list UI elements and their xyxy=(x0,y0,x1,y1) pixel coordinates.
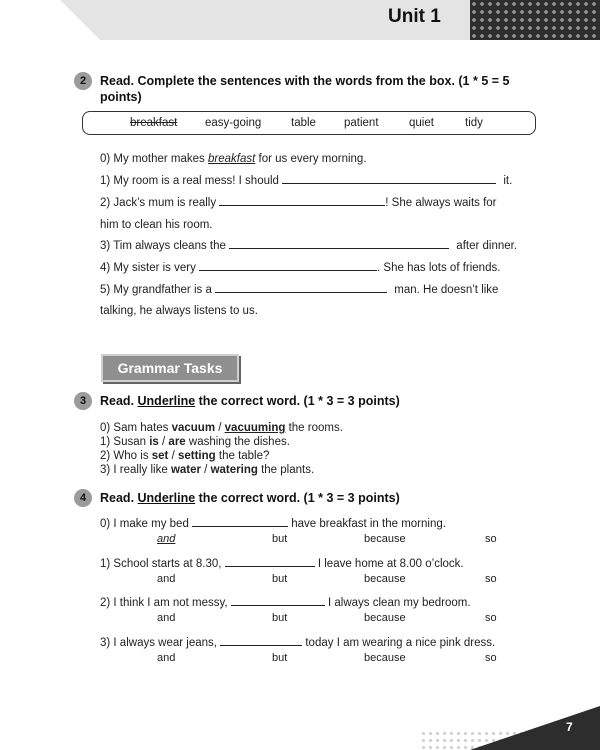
grammar-tasks-heading: Grammar Tasks xyxy=(101,354,239,382)
sentence-5-cont: talking, he always listens to us. xyxy=(100,305,258,317)
option-and[interactable]: and xyxy=(157,612,176,624)
answer-blank[interactable] xyxy=(199,261,377,271)
choice-option[interactable]: vacuum xyxy=(171,422,216,434)
choice-option[interactable]: is xyxy=(149,436,159,448)
sentence-4: 4) My sister is very . She has lots of friends. xyxy=(100,262,501,274)
question-2: 2) I think I am not messy, I always clean my bedroom. xyxy=(100,597,471,609)
option-so[interactable]: so xyxy=(485,573,497,585)
choice-line-0: 0) Sam hates vacuum / vacuuming the rooms. xyxy=(100,422,343,434)
sentence-3: 3) Tim always cleans the after dinner. xyxy=(100,240,518,252)
word-box-item: table xyxy=(291,117,316,129)
word-box-item: patient xyxy=(344,117,379,129)
option-because[interactable]: because xyxy=(364,612,406,624)
question-1: 1) School starts at 8.30, I leave home at 8.00 o’clock. xyxy=(100,558,464,570)
task3-instruction: Read. Underline the correct word. (1 * 3 = 3 points) xyxy=(100,394,400,408)
option-so[interactable]: so xyxy=(485,652,497,664)
task2-instruction xyxy=(100,73,509,105)
choice-option[interactable]: watering xyxy=(210,464,258,476)
answer-blank[interactable] xyxy=(219,196,385,206)
option-but[interactable]: but xyxy=(272,573,288,585)
option-because[interactable]: because xyxy=(364,652,406,664)
word-box-item: breakfast xyxy=(130,117,178,129)
choice-line-1: 1) Susan is / are washing the dishes. xyxy=(100,436,290,448)
task2-instruction-line1: Read. Complete the sentences with the words from the box. (1 * 5 = 5 xyxy=(100,74,510,88)
page-number: 7 xyxy=(566,720,573,734)
choice-option[interactable]: set xyxy=(151,450,169,462)
answer-blank[interactable] xyxy=(215,283,387,293)
choice-option[interactable]: are xyxy=(168,436,186,448)
header-dot-pattern xyxy=(470,0,600,40)
option-but[interactable]: but xyxy=(272,533,288,545)
choice-line-2: 2) Who is set / setting the table? xyxy=(100,450,270,462)
word-box-item: quiet xyxy=(409,117,434,129)
option-but[interactable]: but xyxy=(272,652,288,664)
task-number-badge: 2 xyxy=(74,72,92,90)
task-number-badge: 3 xyxy=(74,392,92,410)
unit-title: Unit 1 xyxy=(388,6,441,27)
question-0: 0) I make my bed have breakfast in the morning. xyxy=(100,518,446,530)
footer-corner xyxy=(470,706,600,750)
option-and[interactable]: and xyxy=(157,652,176,664)
task-number-badge: 4 xyxy=(74,489,92,507)
choice-line-3: 3) I really like water / watering the plants. xyxy=(100,464,315,476)
option-but[interactable]: but xyxy=(272,612,288,624)
choice-option[interactable]: water xyxy=(170,464,201,476)
answer-blank[interactable] xyxy=(225,557,315,567)
example-answer: breakfast xyxy=(208,153,256,165)
option-so[interactable]: so xyxy=(485,612,497,624)
choice-option[interactable]: setting xyxy=(177,450,216,462)
option-so[interactable]: so xyxy=(485,533,497,545)
word-box-item: easy-going xyxy=(205,117,262,129)
sentence-5: 5) My grandfather is a man. He doesn’t like xyxy=(100,284,499,296)
sentence-0: 0) My mother makes breakfast for us every morning. xyxy=(100,153,367,165)
answer-blank[interactable] xyxy=(192,517,288,527)
answer-blank[interactable] xyxy=(231,596,325,606)
option-because[interactable]: because xyxy=(364,533,406,545)
sentence-1: 1) My room is a real mess! I should it. xyxy=(100,175,513,187)
sentence-2-cont: him to clean his room. xyxy=(100,219,213,231)
option-because[interactable]: because xyxy=(364,573,406,585)
answer-blank[interactable] xyxy=(282,174,496,184)
answer-blank[interactable] xyxy=(229,239,449,249)
answer-blank[interactable] xyxy=(220,636,302,646)
task2-instruction-line2: points) xyxy=(100,90,142,104)
sentence-2: 2) Jack’s mum is really ! She always waits for xyxy=(100,197,497,209)
word-box-item: tidy xyxy=(465,117,483,129)
option-and[interactable]: and xyxy=(157,533,176,545)
option-and[interactable]: and xyxy=(157,573,176,585)
question-3: 3) I always wear jeans, today I am wearing a nice pink dress. xyxy=(100,637,496,649)
choice-option[interactable]: vacuuming xyxy=(224,422,286,434)
task4-instruction: Read. Underline the correct word. (1 * 3 = 3 points) xyxy=(100,491,400,505)
